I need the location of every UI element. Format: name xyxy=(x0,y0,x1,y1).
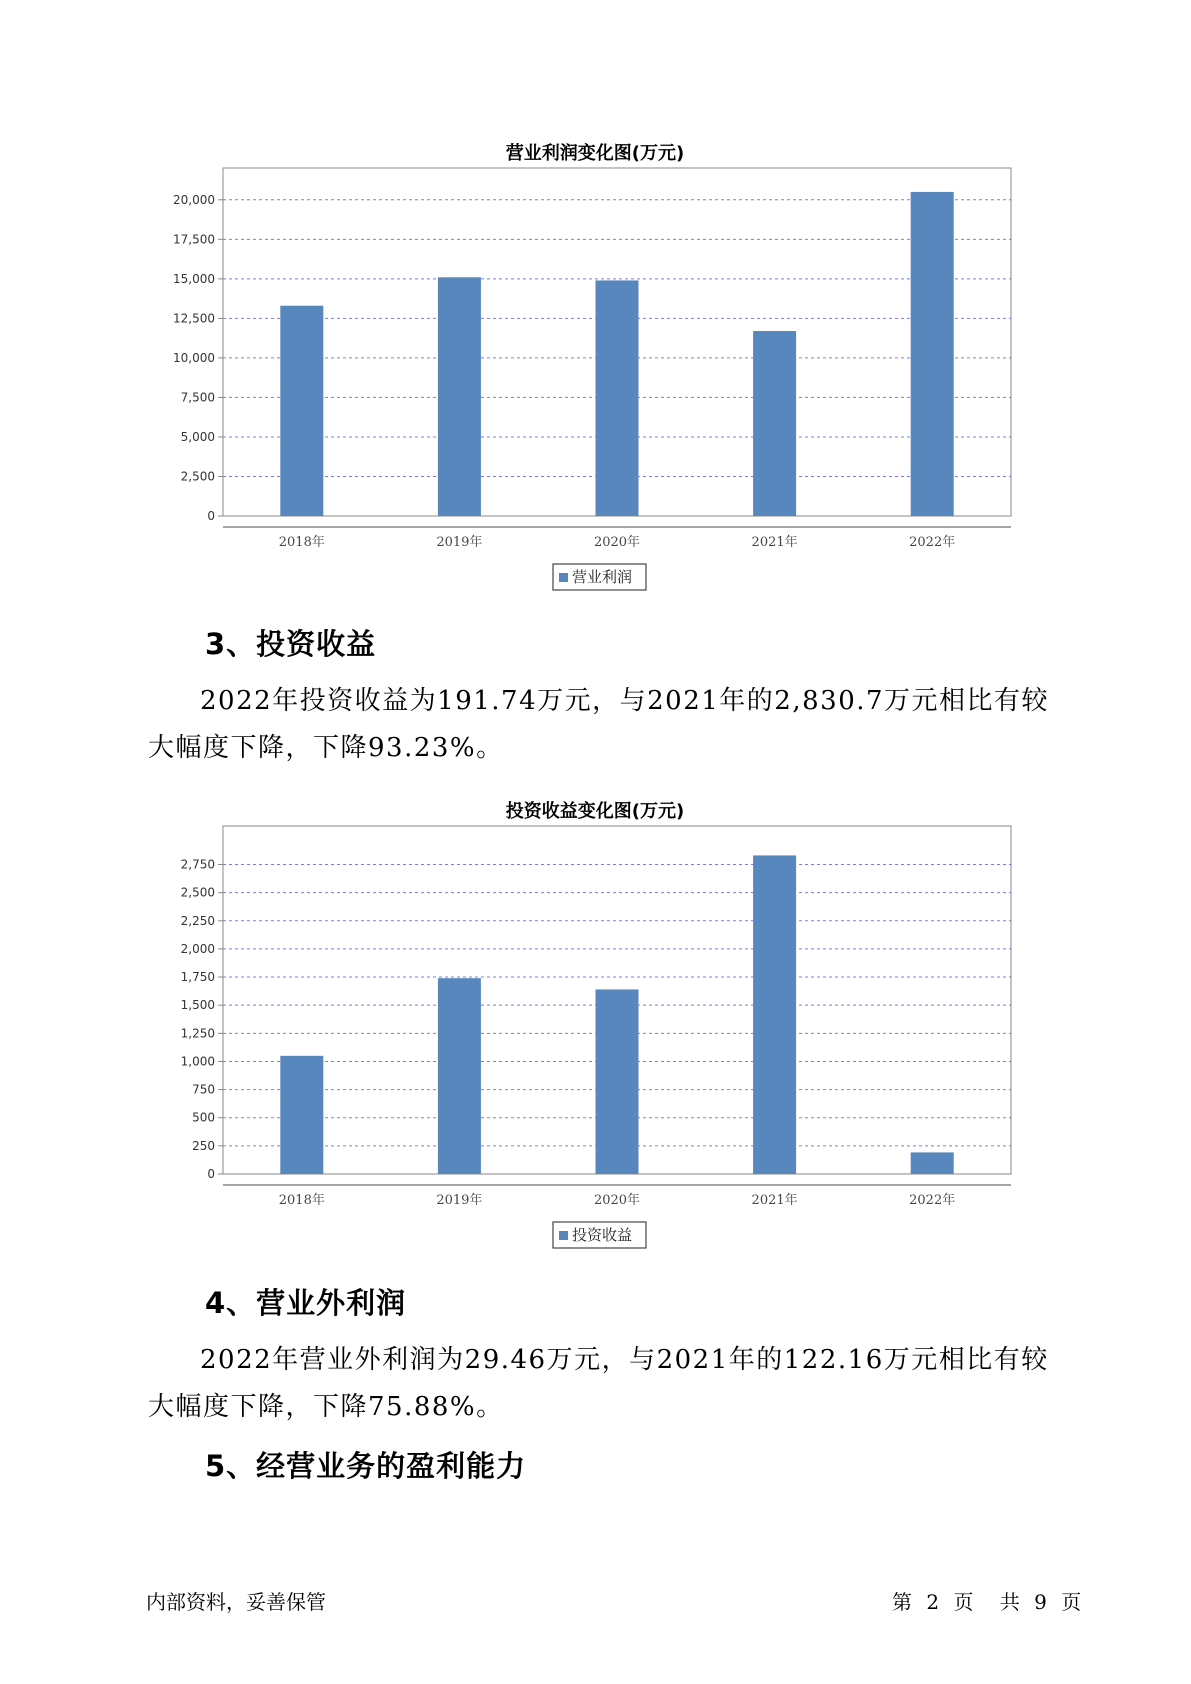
bar-2019年 xyxy=(438,277,481,516)
y-tick-label: 1,000 xyxy=(180,1054,215,1069)
y-tick-label: 0 xyxy=(207,1167,215,1181)
bar-2020年 xyxy=(596,989,639,1174)
bar-2019年 xyxy=(438,978,481,1174)
bar-2022年 xyxy=(911,1152,954,1174)
bar-2021年 xyxy=(753,331,796,516)
y-tick-label: 2,250 xyxy=(180,913,215,928)
x-tick-label: 2019年 xyxy=(436,535,483,550)
y-tick-label: 2,000 xyxy=(180,941,215,956)
page-total: 9 xyxy=(1034,1590,1047,1614)
page-suffix: 页 xyxy=(1061,1590,1082,1614)
chart-svg-operating-profit xyxy=(0,130,1191,600)
heading-profitability: 5、经营业务的盈利能力 xyxy=(205,1449,527,1483)
y-tick-label: 5,000 xyxy=(180,429,215,444)
x-tick-label: 2019年 xyxy=(436,1193,483,1208)
bar-2018年 xyxy=(280,1056,323,1174)
legend-swatch xyxy=(559,573,568,582)
y-tick-label: 1,750 xyxy=(180,970,215,985)
chart-title: 投资收益变化图(万元) xyxy=(505,801,685,822)
heading-non-operating-profit: 4、营业外利润 xyxy=(205,1286,407,1320)
chart-title: 营业利润变化图(万元) xyxy=(505,143,685,164)
page-mid: 页 xyxy=(953,1590,974,1614)
bar-2021年 xyxy=(753,855,796,1174)
legend-swatch xyxy=(559,1231,568,1240)
x-tick-label: 2021年 xyxy=(751,535,798,550)
bar-2018年 xyxy=(280,306,323,516)
y-tick-label: 7,500 xyxy=(180,390,215,405)
x-tick-label: 2022年 xyxy=(909,1193,956,1208)
y-tick-label: 750 xyxy=(192,1082,215,1097)
legend-label: 营业利润 xyxy=(572,568,633,586)
y-tick-label: 1,500 xyxy=(180,998,215,1013)
x-tick-label: 2018年 xyxy=(278,535,325,550)
paragraph-non-operating-profit: 2022年营业外利润为29.46万元，与2021年的122.16万元相比有较大幅度下降，下降75.88%。 xyxy=(148,1345,1049,1422)
y-tick-label: 2,750 xyxy=(180,857,215,872)
y-tick-label: 2,500 xyxy=(180,469,215,484)
y-tick-label: 17,500 xyxy=(173,232,215,247)
chart-investment-income xyxy=(0,788,1191,1258)
page-current: 2 xyxy=(926,1590,940,1614)
page-prefix: 第 xyxy=(892,1590,912,1614)
paragraph-investment-income: 2022年投资收益为191.74万元，与2021年的2,830.7万元相比有较大幅度下降，下降93.23%。 xyxy=(148,686,1050,763)
x-tick-label: 2022年 xyxy=(909,535,956,550)
y-tick-label: 20,000 xyxy=(173,192,215,207)
footer-page-number xyxy=(892,1586,1081,1615)
y-tick-label: 0 xyxy=(207,509,215,523)
bar-2020年 xyxy=(596,280,639,516)
heading-investment-income: 3、投资收益 xyxy=(205,627,377,661)
legend-label: 投资收益 xyxy=(572,1226,633,1244)
y-tick-label: 250 xyxy=(192,1138,215,1153)
x-tick-label: 2020年 xyxy=(593,1193,641,1208)
y-tick-label: 2,500 xyxy=(180,885,215,900)
footer-confidential-note: 内部资料，妥善保管 xyxy=(146,1590,326,1614)
chart-operating-profit xyxy=(0,130,1191,600)
y-tick-label: 1,250 xyxy=(180,1026,215,1041)
y-tick-label: 10,000 xyxy=(173,350,215,365)
y-tick-label: 15,000 xyxy=(173,271,215,286)
x-tick-label: 2021年 xyxy=(751,1193,798,1208)
bar-2022年 xyxy=(911,192,954,516)
y-tick-label: 500 xyxy=(192,1110,215,1125)
chart-svg-investment-income xyxy=(0,788,1191,1258)
x-tick-label: 2020年 xyxy=(593,535,641,550)
page-total-prefix: 共 xyxy=(999,1590,1020,1614)
x-tick-label: 2018年 xyxy=(278,1193,325,1208)
y-tick-label: 12,500 xyxy=(173,311,215,326)
